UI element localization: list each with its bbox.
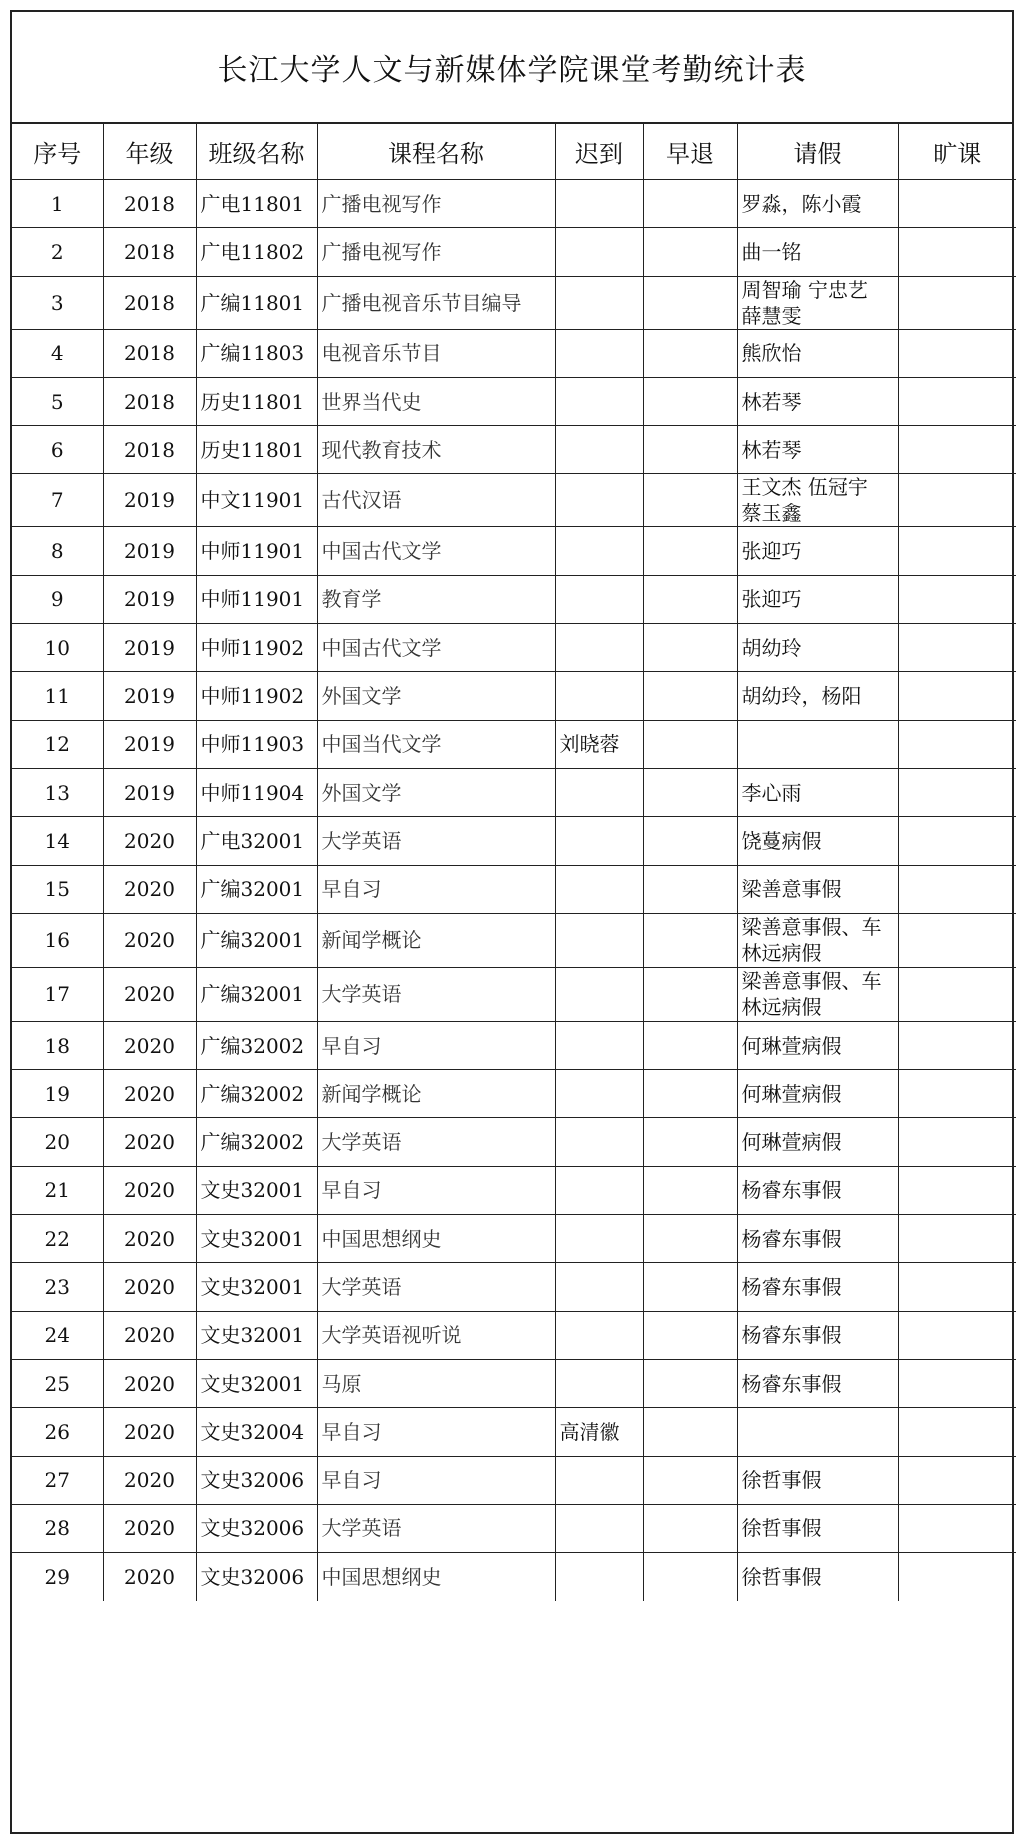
- cell-no: 22: [12, 1215, 103, 1263]
- cell-late: [555, 817, 643, 865]
- cell-no: 11: [12, 672, 103, 720]
- table-row: [12, 672, 1016, 720]
- cell-late: [555, 1263, 643, 1311]
- cell-no: 19: [12, 1070, 103, 1118]
- cell-leave: 熊欣怡: [737, 329, 898, 377]
- cell-late: 刘晓蓉: [555, 720, 643, 768]
- cell-course: 大学英语: [317, 1263, 555, 1311]
- cell-class: 历史11801: [196, 426, 317, 474]
- cell-class: 广编32001: [196, 913, 317, 967]
- cell-late: [555, 913, 643, 967]
- cell-no: 15: [12, 865, 103, 913]
- cell-course: 早自习: [317, 1456, 555, 1504]
- cell-absent: [898, 1553, 1016, 1601]
- cell-course: 外国文学: [317, 768, 555, 816]
- cell-absent: [898, 1504, 1016, 1552]
- cell-early: [643, 1408, 737, 1456]
- cell-no: 2: [12, 228, 103, 276]
- cell-grade: 2020: [103, 1553, 196, 1601]
- cell-no: 27: [12, 1456, 103, 1504]
- cell-leave: 徐哲事假: [737, 1504, 898, 1552]
- table-row: [12, 967, 1016, 1021]
- cell-absent: [898, 967, 1016, 1021]
- cell-late: [555, 1553, 643, 1601]
- cell-late: [555, 1118, 643, 1166]
- cell-class: 文史32001: [196, 1263, 317, 1311]
- cell-class: 文史32001: [196, 1166, 317, 1214]
- cell-class: 文史32001: [196, 1359, 317, 1407]
- cell-grade: 2020: [103, 1215, 196, 1263]
- cell-late: [555, 1311, 643, 1359]
- cell-course: 新闻学概论: [317, 913, 555, 967]
- cell-absent: [898, 276, 1016, 329]
- cell-class: 中文11901: [196, 474, 317, 527]
- cell-absent: [898, 426, 1016, 474]
- cell-course: 广播电视音乐节目编导: [317, 276, 555, 329]
- cell-no: 6: [12, 426, 103, 474]
- cell-late: [555, 426, 643, 474]
- cell-no: 16: [12, 913, 103, 967]
- cell-class: 广编32002: [196, 1118, 317, 1166]
- table-row: [12, 1456, 1016, 1504]
- cell-course: 大学英语: [317, 967, 555, 1021]
- cell-grade: 2019: [103, 672, 196, 720]
- cell-early: [643, 575, 737, 623]
- cell-course: 早自习: [317, 1166, 555, 1214]
- cell-leave: 胡幼玲，杨阳: [737, 672, 898, 720]
- cell-no: 29: [12, 1553, 103, 1601]
- table-row: [12, 1359, 1016, 1407]
- cell-grade: 2020: [103, 1311, 196, 1359]
- cell-absent: [898, 768, 1016, 816]
- cell-late: [555, 624, 643, 672]
- cell-absent: [898, 1021, 1016, 1069]
- cell-course: 大学英语: [317, 1504, 555, 1552]
- cell-grade: 2020: [103, 913, 196, 967]
- cell-leave: 周智瑜 宁忠艺 薛慧雯: [737, 276, 898, 329]
- cell-no: 13: [12, 768, 103, 816]
- table-row: [12, 426, 1016, 474]
- cell-early: [643, 1070, 737, 1118]
- cell-grade: 2018: [103, 426, 196, 474]
- cell-no: 21: [12, 1166, 103, 1214]
- cell-absent: [898, 1166, 1016, 1214]
- cell-course: 电视音乐节目: [317, 329, 555, 377]
- cell-grade: 2018: [103, 180, 196, 228]
- cell-leave: [737, 720, 898, 768]
- cell-late: [555, 329, 643, 377]
- cell-class: 广电11801: [196, 180, 317, 228]
- cell-absent: [898, 1456, 1016, 1504]
- cell-grade: 2019: [103, 720, 196, 768]
- cell-no: 18: [12, 1021, 103, 1069]
- table-row: [12, 527, 1016, 575]
- cell-leave: 徐哲事假: [737, 1553, 898, 1601]
- cell-late: [555, 1215, 643, 1263]
- cell-leave: 梁善意事假、车林远病假: [737, 967, 898, 1021]
- cell-early: [643, 1311, 737, 1359]
- cell-absent: [898, 720, 1016, 768]
- cell-absent: [898, 817, 1016, 865]
- cell-early: [643, 624, 737, 672]
- cell-early: [643, 865, 737, 913]
- cell-course: 新闻学概论: [317, 1070, 555, 1118]
- cell-early: [643, 1118, 737, 1166]
- cell-leave: 杨睿东事假: [737, 1263, 898, 1311]
- cell-grade: 2020: [103, 967, 196, 1021]
- cell-class: 中师11901: [196, 575, 317, 623]
- cell-absent: [898, 1263, 1016, 1311]
- cell-early: [643, 1215, 737, 1263]
- table-row: [12, 228, 1016, 276]
- header-early: 早退: [643, 124, 737, 180]
- table-row: [12, 1070, 1016, 1118]
- cell-late: [555, 180, 643, 228]
- cell-leave: 林若琴: [737, 426, 898, 474]
- cell-grade: 2019: [103, 575, 196, 623]
- cell-no: 1: [12, 180, 103, 228]
- cell-early: [643, 377, 737, 425]
- cell-absent: [898, 913, 1016, 967]
- cell-course: 大学英语: [317, 817, 555, 865]
- cell-grade: 2019: [103, 624, 196, 672]
- cell-early: [643, 967, 737, 1021]
- cell-early: [643, 672, 737, 720]
- cell-absent: [898, 329, 1016, 377]
- cell-early: [643, 768, 737, 816]
- cell-early: [643, 474, 737, 527]
- cell-absent: [898, 1311, 1016, 1359]
- cell-grade: 2019: [103, 474, 196, 527]
- table-row: [12, 377, 1016, 425]
- cell-no: 7: [12, 474, 103, 527]
- attendance-table: [12, 124, 1016, 1601]
- cell-leave: 张迎巧: [737, 527, 898, 575]
- cell-early: [643, 426, 737, 474]
- cell-absent: [898, 1070, 1016, 1118]
- cell-grade: 2020: [103, 1504, 196, 1552]
- cell-grade: 2018: [103, 276, 196, 329]
- cell-late: [555, 575, 643, 623]
- cell-course: 早自习: [317, 1408, 555, 1456]
- table-row: [12, 180, 1016, 228]
- table-row: [12, 1311, 1016, 1359]
- cell-absent: [898, 474, 1016, 527]
- cell-grade: 2018: [103, 377, 196, 425]
- cell-early: [643, 1359, 737, 1407]
- cell-early: [643, 720, 737, 768]
- cell-course: 中国古代文学: [317, 624, 555, 672]
- attendance-sheet: [10, 10, 1014, 1834]
- cell-class: 文史32006: [196, 1456, 317, 1504]
- table-row: [12, 913, 1016, 967]
- cell-early: [643, 329, 737, 377]
- header-absent: 旷课: [898, 124, 1016, 180]
- sheet-title: 长江大学人文与新媒体学院课堂考勤统计表: [12, 12, 1012, 124]
- cell-early: [643, 527, 737, 575]
- cell-grade: 2020: [103, 817, 196, 865]
- cell-grade: 2018: [103, 228, 196, 276]
- table-row: [12, 1263, 1016, 1311]
- cell-course: 大学英语视听说: [317, 1311, 555, 1359]
- cell-class: 文史32004: [196, 1408, 317, 1456]
- cell-course: 早自习: [317, 1021, 555, 1069]
- cell-leave: 林若琴: [737, 377, 898, 425]
- cell-no: 4: [12, 329, 103, 377]
- table-row: [12, 1118, 1016, 1166]
- cell-late: [555, 276, 643, 329]
- cell-early: [643, 1263, 737, 1311]
- cell-no: 23: [12, 1263, 103, 1311]
- table-body: [12, 180, 1016, 1601]
- cell-grade: 2019: [103, 527, 196, 575]
- cell-class: 文史32006: [196, 1553, 317, 1601]
- cell-class: 广电11802: [196, 228, 317, 276]
- table-row: [12, 474, 1016, 527]
- cell-no: 3: [12, 276, 103, 329]
- cell-course: 中国思想纲史: [317, 1553, 555, 1601]
- cell-absent: [898, 1215, 1016, 1263]
- cell-absent: [898, 228, 1016, 276]
- cell-no: 12: [12, 720, 103, 768]
- cell-no: 5: [12, 377, 103, 425]
- cell-course: 广播电视写作: [317, 228, 555, 276]
- cell-absent: [898, 575, 1016, 623]
- cell-early: [643, 1456, 737, 1504]
- cell-course: 世界当代史: [317, 377, 555, 425]
- cell-no: 10: [12, 624, 103, 672]
- cell-leave: 梁善意事假、车林远病假: [737, 913, 898, 967]
- cell-no: 14: [12, 817, 103, 865]
- cell-no: 26: [12, 1408, 103, 1456]
- header-class: 班级名称: [196, 124, 317, 180]
- table-row: [12, 1166, 1016, 1214]
- cell-absent: [898, 672, 1016, 720]
- cell-course: 大学英语: [317, 1118, 555, 1166]
- cell-course: 教育学: [317, 575, 555, 623]
- cell-course: 中国思想纲史: [317, 1215, 555, 1263]
- table-row: [12, 865, 1016, 913]
- cell-course: 古代汉语: [317, 474, 555, 527]
- cell-class: 广编11803: [196, 329, 317, 377]
- cell-late: [555, 1504, 643, 1552]
- cell-grade: 2020: [103, 1359, 196, 1407]
- cell-leave: 胡幼玲: [737, 624, 898, 672]
- cell-early: [643, 1553, 737, 1601]
- cell-absent: [898, 1118, 1016, 1166]
- cell-no: 25: [12, 1359, 103, 1407]
- table-row: [12, 1408, 1016, 1456]
- cell-grade: 2020: [103, 1070, 196, 1118]
- cell-leave: 王文杰 伍冠宇 蔡玉鑫: [737, 474, 898, 527]
- cell-course: 外国文学: [317, 672, 555, 720]
- cell-leave: 杨睿东事假: [737, 1359, 898, 1407]
- cell-late: [555, 865, 643, 913]
- cell-no: 24: [12, 1311, 103, 1359]
- cell-grade: 2020: [103, 1456, 196, 1504]
- cell-leave: [737, 1408, 898, 1456]
- cell-grade: 2020: [103, 1408, 196, 1456]
- header-grade: 年级: [103, 124, 196, 180]
- table-row: [12, 720, 1016, 768]
- cell-grade: 2020: [103, 1263, 196, 1311]
- cell-class: 文史32001: [196, 1311, 317, 1359]
- table-row: [12, 624, 1016, 672]
- table-row: [12, 1021, 1016, 1069]
- cell-class: 历史11801: [196, 377, 317, 425]
- cell-class: 中师11901: [196, 527, 317, 575]
- cell-class: 广编32001: [196, 967, 317, 1021]
- cell-leave: 杨睿东事假: [737, 1311, 898, 1359]
- cell-grade: 2020: [103, 865, 196, 913]
- cell-grade: 2020: [103, 1166, 196, 1214]
- cell-leave: 曲一铭: [737, 228, 898, 276]
- table-row: [12, 817, 1016, 865]
- cell-class: 广编32002: [196, 1021, 317, 1069]
- cell-course: 中国古代文学: [317, 527, 555, 575]
- cell-grade: 2019: [103, 768, 196, 816]
- cell-absent: [898, 527, 1016, 575]
- cell-early: [643, 228, 737, 276]
- table-row: [12, 1215, 1016, 1263]
- cell-late: [555, 1070, 643, 1118]
- cell-absent: [898, 624, 1016, 672]
- cell-class: 广电32001: [196, 817, 317, 865]
- cell-grade: 2020: [103, 1021, 196, 1069]
- cell-class: 广编11801: [196, 276, 317, 329]
- cell-late: [555, 377, 643, 425]
- cell-absent: [898, 377, 1016, 425]
- cell-early: [643, 1021, 737, 1069]
- header-late: 迟到: [555, 124, 643, 180]
- cell-class: 中师11904: [196, 768, 317, 816]
- cell-course: 中国当代文学: [317, 720, 555, 768]
- cell-early: [643, 180, 737, 228]
- cell-grade: 2018: [103, 329, 196, 377]
- cell-late: [555, 1456, 643, 1504]
- cell-course: 早自习: [317, 865, 555, 913]
- cell-late: [555, 1021, 643, 1069]
- cell-late: [555, 672, 643, 720]
- cell-grade: 2020: [103, 1118, 196, 1166]
- cell-late: [555, 967, 643, 1021]
- cell-late: [555, 474, 643, 527]
- cell-leave: 何琳萱病假: [737, 1021, 898, 1069]
- header-leave: 请假: [737, 124, 898, 180]
- cell-leave: 徐哲事假: [737, 1456, 898, 1504]
- cell-early: [643, 1166, 737, 1214]
- cell-class: 中师11903: [196, 720, 317, 768]
- table-row: [12, 1504, 1016, 1552]
- cell-leave: 饶蔓病假: [737, 817, 898, 865]
- cell-no: 20: [12, 1118, 103, 1166]
- cell-leave: 杨睿东事假: [737, 1166, 898, 1214]
- cell-leave: 梁善意事假: [737, 865, 898, 913]
- header-no: 序号: [12, 124, 103, 180]
- cell-course: 马原: [317, 1359, 555, 1407]
- header-course: 课程名称: [317, 124, 555, 180]
- cell-course: 广播电视写作: [317, 180, 555, 228]
- cell-late: [555, 768, 643, 816]
- cell-no: 28: [12, 1504, 103, 1552]
- header-row: [12, 124, 1016, 180]
- cell-late: [555, 1359, 643, 1407]
- cell-class: 中师11902: [196, 624, 317, 672]
- cell-early: [643, 913, 737, 967]
- cell-leave: 罗淼，陈小霞: [737, 180, 898, 228]
- cell-class: 文史32006: [196, 1504, 317, 1552]
- cell-no: 9: [12, 575, 103, 623]
- cell-leave: 何琳萱病假: [737, 1070, 898, 1118]
- cell-course: 现代教育技术: [317, 426, 555, 474]
- cell-late: [555, 527, 643, 575]
- cell-class: 中师11902: [196, 672, 317, 720]
- cell-leave: 张迎巧: [737, 575, 898, 623]
- cell-leave: 何琳萱病假: [737, 1118, 898, 1166]
- table-row: [12, 768, 1016, 816]
- cell-absent: [898, 180, 1016, 228]
- cell-leave: 杨睿东事假: [737, 1215, 898, 1263]
- cell-early: [643, 276, 737, 329]
- cell-early: [643, 1504, 737, 1552]
- cell-class: 广编32002: [196, 1070, 317, 1118]
- cell-absent: [898, 1408, 1016, 1456]
- table-row: [12, 329, 1016, 377]
- cell-no: 8: [12, 527, 103, 575]
- cell-class: 文史32001: [196, 1215, 317, 1263]
- table-row: [12, 1553, 1016, 1601]
- cell-no: 17: [12, 967, 103, 1021]
- cell-class: 广编32001: [196, 865, 317, 913]
- cell-late: 高清徽: [555, 1408, 643, 1456]
- cell-early: [643, 817, 737, 865]
- table-row: [12, 276, 1016, 329]
- cell-late: [555, 1166, 643, 1214]
- cell-absent: [898, 1359, 1016, 1407]
- cell-leave: 李心雨: [737, 768, 898, 816]
- table-row: [12, 575, 1016, 623]
- cell-late: [555, 228, 643, 276]
- cell-absent: [898, 865, 1016, 913]
